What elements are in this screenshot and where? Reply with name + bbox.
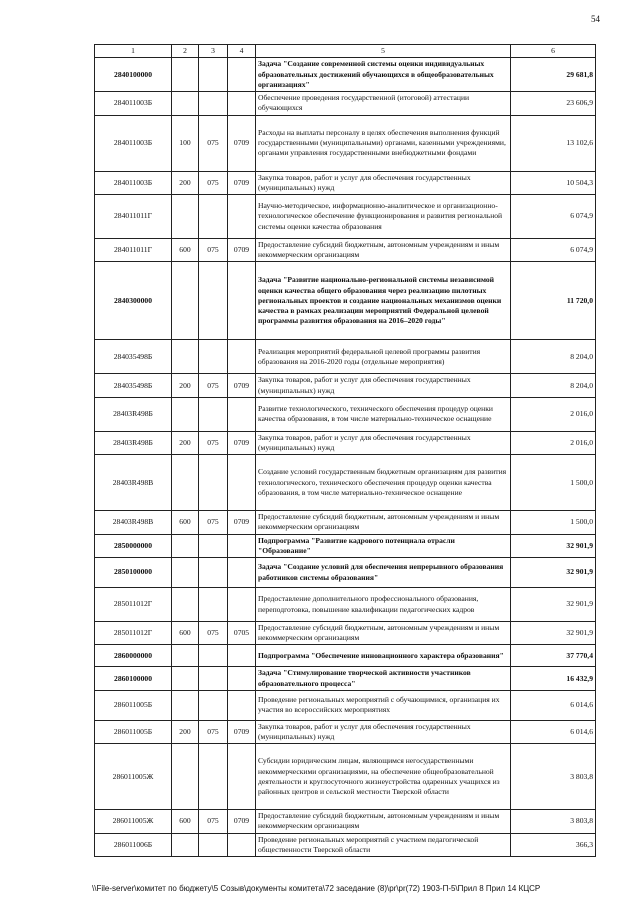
- ministry-code-cell: [199, 558, 228, 588]
- ministry-code-cell: 075: [199, 810, 228, 833]
- budget-code-cell: 284011003Б: [95, 115, 172, 171]
- ministry-code-cell: [199, 455, 228, 511]
- table-row: [95, 262, 596, 340]
- amount-cell: 6 074,9: [511, 195, 596, 239]
- section-code-cell: 0709: [228, 720, 256, 743]
- description-cell: Предоставление субсидий бюджетным, автономным учреждениям и иным некоммерческим организациям: [256, 511, 511, 534]
- section-code-cell: [228, 195, 256, 239]
- description-cell: Подпрограмма "Развитие кадрового потенциала отрасли "Образование": [256, 534, 511, 557]
- amount-cell: 6 014,6: [511, 720, 596, 743]
- table-row: [95, 833, 596, 856]
- budget-code-cell: 28403R498Б: [95, 431, 172, 454]
- budget-code-cell: 284011003Б: [95, 92, 172, 115]
- description-cell: Задача "Развитие национально-региональной системы независимой оценки качества общего образования через реализацию пилотных региональных проектов и создание национальных механизмов оценки качества в рамках реализации мероприятий Федеральной целевой программы развития образования на 2016–2020 годы": [256, 262, 511, 340]
- expense-type-cell: [172, 690, 199, 720]
- section-code-cell: [228, 397, 256, 431]
- description-cell: Создание условий государственным бюджетным организациям для развития технологического, технического обеспечения процедур оценки качества образования, в том числе материально-техническое оснащение: [256, 455, 511, 511]
- header-cell-5: 5: [256, 45, 511, 58]
- section-code-cell: [228, 690, 256, 720]
- table-row: [95, 511, 596, 534]
- expense-type-cell: [172, 262, 199, 340]
- amount-cell: 1 500,0: [511, 455, 596, 511]
- section-code-cell: 0709: [228, 374, 256, 397]
- table-row: [95, 534, 596, 557]
- description-cell: Задача "Создание условий для обеспечения непрерывного образования работников системы образования": [256, 558, 511, 588]
- ministry-code-cell: 075: [199, 431, 228, 454]
- budget-code-cell: 286011006Б: [95, 833, 172, 856]
- amount-cell: 2 016,0: [511, 431, 596, 454]
- ministry-code-cell: 075: [199, 511, 228, 534]
- expense-type-cell: [172, 455, 199, 511]
- header-cell-3: 3: [199, 45, 228, 58]
- ministry-code-cell: [199, 262, 228, 340]
- amount-cell: 32 901,9: [511, 588, 596, 622]
- budget-code-cell: 284035498Б: [95, 374, 172, 397]
- budget-table: [94, 44, 596, 857]
- section-code-cell: 0709: [228, 239, 256, 262]
- expense-type-cell: [172, 667, 199, 690]
- budget-code-cell: 2840100000: [95, 58, 172, 92]
- table-row: [95, 397, 596, 431]
- table-header-row: [95, 45, 596, 58]
- amount-cell: 11 720,0: [511, 262, 596, 340]
- ministry-code-cell: [199, 340, 228, 374]
- budget-code-cell: 2850100000: [95, 558, 172, 588]
- description-cell: Предоставление субсидий бюджетным, автономным учреждениям и иным некоммерческим организациям: [256, 810, 511, 833]
- budget-code-cell: 286011005Б: [95, 690, 172, 720]
- amount-cell: 32 901,9: [511, 534, 596, 557]
- amount-cell: 23 606,9: [511, 92, 596, 115]
- description-cell: Развитие технологического, технического обеспечения процедур оценки качества образования, в том числе материально-техническое оснащение: [256, 397, 511, 431]
- budget-code-cell: 284011011Г: [95, 239, 172, 262]
- ministry-code-cell: [199, 92, 228, 115]
- expense-type-cell: 600: [172, 239, 199, 262]
- amount-cell: 32 901,9: [511, 558, 596, 588]
- expense-type-cell: 200: [172, 171, 199, 194]
- ministry-code-cell: [199, 397, 228, 431]
- section-code-cell: [228, 455, 256, 511]
- ministry-code-cell: 075: [199, 720, 228, 743]
- ministry-code-cell: [199, 833, 228, 856]
- expense-type-cell: 600: [172, 810, 199, 833]
- budget-code-cell: 284011003Б: [95, 171, 172, 194]
- table-row: [95, 622, 596, 645]
- budget-code-cell: 28403R498В: [95, 455, 172, 511]
- section-code-cell: 0709: [228, 511, 256, 534]
- expense-type-cell: [172, 588, 199, 622]
- amount-cell: 3 803,8: [511, 810, 596, 833]
- amount-cell: 3 803,8: [511, 744, 596, 810]
- budget-code-cell: 285011012Г: [95, 622, 172, 645]
- ministry-code-cell: 075: [199, 239, 228, 262]
- table-row: [95, 92, 596, 115]
- expense-type-cell: [172, 534, 199, 557]
- description-cell: Проведение региональных мероприятий с участием педагогической общественности Тверской области: [256, 833, 511, 856]
- section-code-cell: [228, 58, 256, 92]
- expense-type-cell: [172, 92, 199, 115]
- amount-cell: 8 204,0: [511, 340, 596, 374]
- section-code-cell: [228, 833, 256, 856]
- section-code-cell: 0709: [228, 171, 256, 194]
- section-code-cell: 0709: [228, 431, 256, 454]
- table-row: [95, 171, 596, 194]
- ministry-code-cell: 075: [199, 171, 228, 194]
- description-cell: Закупка товаров, работ и услуг для обеспечения государственных (муниципальных) нужд: [256, 431, 511, 454]
- expense-type-cell: 200: [172, 431, 199, 454]
- description-cell: Предоставление дополнительного профессионального образования, переподготовка, повышение квалификации педагогических кадров: [256, 588, 511, 622]
- budget-code-cell: 28403R498Б: [95, 397, 172, 431]
- section-code-cell: [228, 92, 256, 115]
- section-code-cell: 0705: [228, 622, 256, 645]
- section-code-cell: [228, 558, 256, 588]
- description-cell: Реализация мероприятий федеральной целевой программы развития образования на 2016-2020 годы (отдельные мероприятия): [256, 340, 511, 374]
- table-row: [95, 645, 596, 667]
- ministry-code-cell: [199, 195, 228, 239]
- ministry-code-cell: [199, 667, 228, 690]
- description-cell: Закупка товаров, работ и услуг для обеспечения государственных (муниципальных) нужд: [256, 374, 511, 397]
- header-cell-2: 2: [172, 45, 199, 58]
- budget-code-cell: 284035498Б: [95, 340, 172, 374]
- amount-cell: 6 014,6: [511, 690, 596, 720]
- expense-type-cell: [172, 397, 199, 431]
- header-cell-4: 4: [228, 45, 256, 58]
- ministry-code-cell: 075: [199, 374, 228, 397]
- description-cell: Задача "Создание современной системы оценки индивидуальных образовательных достижений обучающихся в общеобразовательных организациях": [256, 58, 511, 92]
- ministry-code-cell: [199, 58, 228, 92]
- table-row: [95, 558, 596, 588]
- ministry-code-cell: [199, 588, 228, 622]
- expense-type-cell: [172, 340, 199, 374]
- page-number: 54: [591, 14, 600, 24]
- section-code-cell: [228, 262, 256, 340]
- ministry-code-cell: [199, 645, 228, 667]
- budget-code-cell: 28403R498В: [95, 511, 172, 534]
- description-cell: Научно-методическое, информационно-аналитическое и организационно-технологическое обеспечение функционирования и развития региональной системы оценки качества образования: [256, 195, 511, 239]
- section-code-cell: [228, 667, 256, 690]
- budget-code-cell: 2860000000: [95, 645, 172, 667]
- amount-cell: 2 016,0: [511, 397, 596, 431]
- expense-type-cell: [172, 558, 199, 588]
- ministry-code-cell: [199, 744, 228, 810]
- ministry-code-cell: [199, 534, 228, 557]
- table-row: [95, 239, 596, 262]
- expense-type-cell: [172, 744, 199, 810]
- expense-type-cell: 600: [172, 511, 199, 534]
- header-cell-6: 6: [511, 45, 596, 58]
- amount-cell: 13 102,6: [511, 115, 596, 171]
- budget-code-cell: 284011011Г: [95, 195, 172, 239]
- table-row: [95, 720, 596, 743]
- header-cell-1: 1: [95, 45, 172, 58]
- expense-type-cell: 600: [172, 622, 199, 645]
- description-cell: Закупка товаров, работ и услуг для обеспечения государственных (муниципальных) нужд: [256, 171, 511, 194]
- description-cell: Предоставление субсидий бюджетным, автономным учреждениям и иным некоммерческим организациям: [256, 622, 511, 645]
- table-row: [95, 340, 596, 374]
- expense-type-cell: [172, 58, 199, 92]
- budget-code-cell: 2840300000: [95, 262, 172, 340]
- budget-code-cell: 2850000000: [95, 534, 172, 557]
- expense-type-cell: [172, 195, 199, 239]
- budget-code-cell: 2860100000: [95, 667, 172, 690]
- file-path-footer: \\File-server\комитет по бюджету\5 Созыв\документы комитета\72 заседание (8)\pr\pr(72) 1903-П-5\Прил 8 Прил 14 КЦСР: [92, 884, 541, 893]
- amount-cell: 37 770,4: [511, 645, 596, 667]
- amount-cell: 1 500,0: [511, 511, 596, 534]
- amount-cell: 10 504,3: [511, 171, 596, 194]
- table-row: [95, 667, 596, 690]
- description-cell: Закупка товаров, работ и услуг для обеспечения государственных (муниципальных) нужд: [256, 720, 511, 743]
- amount-cell: 29 681,8: [511, 58, 596, 92]
- amount-cell: 6 074,9: [511, 239, 596, 262]
- table-row: [95, 115, 596, 171]
- budget-code-cell: 285011012Г: [95, 588, 172, 622]
- amount-cell: 32 901,9: [511, 622, 596, 645]
- ministry-code-cell: 075: [199, 115, 228, 171]
- description-cell: Расходы на выплаты персоналу в целях обеспечения выполнения функций государственными (муниципальными) органами, казенными учреждениями, органами управления государственными внебюджетными фондами: [256, 115, 511, 171]
- section-code-cell: 0709: [228, 115, 256, 171]
- expense-type-cell: 200: [172, 720, 199, 743]
- table-row: [95, 588, 596, 622]
- table-row: [95, 374, 596, 397]
- expense-type-cell: [172, 833, 199, 856]
- amount-cell: 16 432,9: [511, 667, 596, 690]
- section-code-cell: [228, 340, 256, 374]
- table-row: [95, 744, 596, 810]
- table-row: [95, 810, 596, 833]
- expense-type-cell: 100: [172, 115, 199, 171]
- description-cell: Обеспечение проведения государственной (итоговой) аттестации обучающихся: [256, 92, 511, 115]
- table-row: [95, 690, 596, 720]
- table-row: [95, 58, 596, 92]
- table-row: [95, 195, 596, 239]
- budget-code-cell: 286011005Б: [95, 720, 172, 743]
- table-row: [95, 431, 596, 454]
- description-cell: Предоставление субсидий бюджетным, автономным учреждениям и иным некоммерческим организациям: [256, 239, 511, 262]
- budget-code-cell: 286011005Ж: [95, 810, 172, 833]
- expense-type-cell: [172, 645, 199, 667]
- amount-cell: 8 204,0: [511, 374, 596, 397]
- ministry-code-cell: [199, 690, 228, 720]
- description-cell: Проведение региональных мероприятий с обучающимися, организация их участия во всероссийских мероприятиях: [256, 690, 511, 720]
- table-row: [95, 455, 596, 511]
- section-code-cell: [228, 744, 256, 810]
- description-cell: Подпрограмма "Обеспечение инновационного характера образования": [256, 645, 511, 667]
- ministry-code-cell: 075: [199, 622, 228, 645]
- description-cell: Субсидии юридическим лицам, являющимся негосударственными некоммерческими организациями, на обеспечение общеобразовательной деятельности и круглосуточного жизнеустройства одаренных учащихся из районных центров и сельской местности Тверской области: [256, 744, 511, 810]
- section-code-cell: [228, 588, 256, 622]
- description-cell: Задача "Стимулирование творческой активности участников образовательного процесса": [256, 667, 511, 690]
- expense-type-cell: 200: [172, 374, 199, 397]
- budget-code-cell: 286011005Ж: [95, 744, 172, 810]
- amount-cell: 366,3: [511, 833, 596, 856]
- section-code-cell: [228, 645, 256, 667]
- section-code-cell: [228, 534, 256, 557]
- section-code-cell: 0709: [228, 810, 256, 833]
